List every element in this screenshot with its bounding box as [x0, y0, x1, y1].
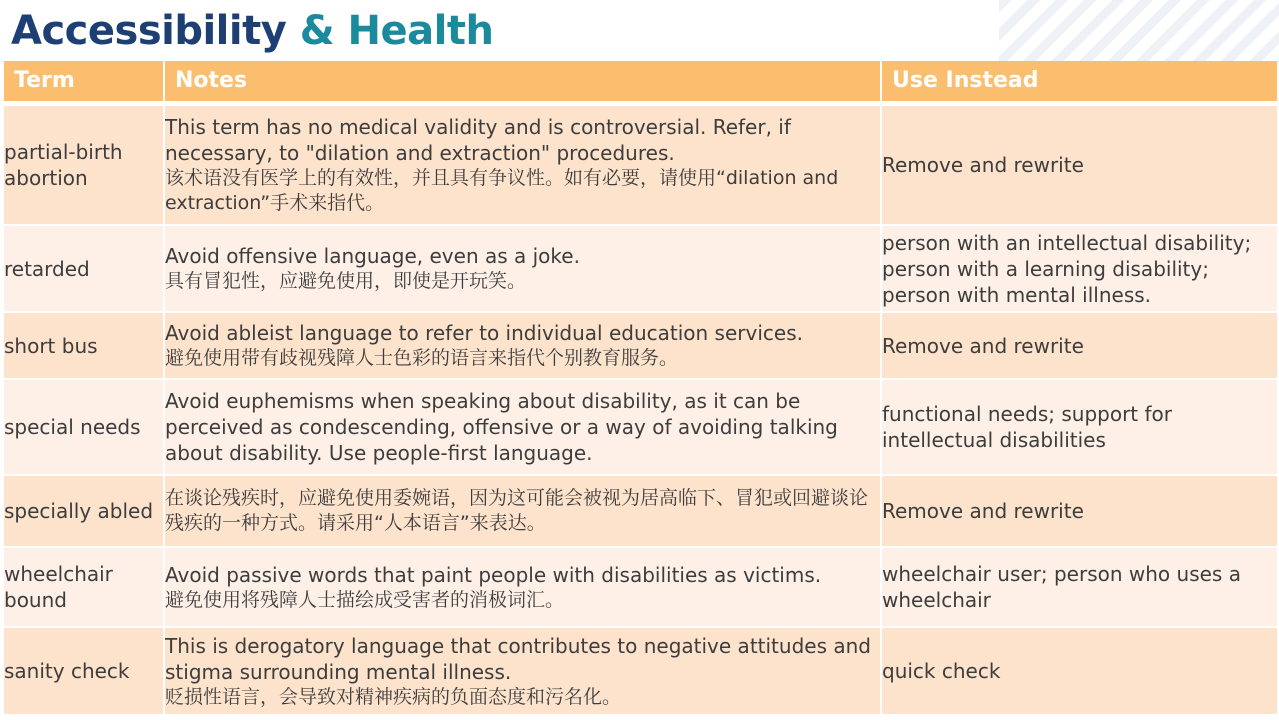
- table-row: [4, 475, 1277, 547]
- term-cell: partial-birth abortion: [4, 103, 164, 225]
- use-instead-cell: Remove and rewrite: [881, 475, 1277, 547]
- table-row: [4, 225, 1277, 312]
- page-title: [11, 6, 493, 56]
- table-row: [4, 379, 1277, 475]
- notes-english: Avoid passive words that paint people with disabilities as victims.: [165, 562, 822, 587]
- notes-english: Avoid euphemisms when speaking about disability, as it can be perceived as condescending, offensive or a way of avoiding talking about disability. Use people-first language.: [165, 389, 838, 465]
- use-instead-cell: quick check: [881, 627, 1277, 715]
- terms-table: [4, 61, 1277, 716]
- notes-cell: [164, 547, 881, 627]
- notes-english: This is derogatory language that contributes to negative attitudes and stigma surrounding mental illness.: [165, 633, 871, 684]
- notes-cell: [164, 312, 881, 379]
- table-row: [4, 312, 1277, 379]
- notes-chinese: 该术语没有医学上的有效性，并且具有争议性。如有必要，请使用“dilation and extraction”手术来指代。: [165, 166, 839, 214]
- header-term: Term: [4, 61, 164, 103]
- decorative-stripes: [999, 0, 1279, 62]
- notes-english: Avoid ableist language to refer to individual education services.: [165, 321, 803, 345]
- notes-cell: [164, 103, 881, 225]
- term-cell: sanity check: [4, 627, 164, 715]
- notes-cell: [164, 225, 881, 312]
- notes-cell: [164, 475, 881, 547]
- title-health: & Health: [299, 8, 494, 54]
- notes-chinese: 贬损性语言，会导致对精神疾病的负面态度和污名化。: [165, 685, 622, 708]
- term-cell: retarded: [4, 225, 164, 312]
- title-accessibility: Accessibility: [11, 8, 287, 54]
- header-notes: Notes: [164, 61, 881, 103]
- use-instead-cell: Remove and rewrite: [881, 103, 1277, 225]
- notes-chinese: 避免使用带有歧视残障人士色彩的语言来指代个别教育服务。: [165, 347, 679, 369]
- table-row: [4, 627, 1277, 715]
- table-row: [4, 103, 1277, 225]
- header-use-instead: Use Instead: [881, 61, 1277, 103]
- notes-cell: [164, 379, 881, 475]
- table-header-row: [4, 61, 1277, 103]
- notes-english: Avoid offensive language, even as a joke.: [165, 244, 580, 268]
- use-instead-cell: Remove and rewrite: [881, 312, 1277, 379]
- notes-chinese: 具有冒犯性，应避免使用，即使是开玩笑。: [165, 270, 527, 292]
- table-row: [4, 547, 1277, 627]
- notes-cell: [164, 627, 881, 715]
- term-cell: short bus: [4, 312, 164, 379]
- term-cell: wheelchair bound: [4, 547, 164, 627]
- notes-english: This term has no medical validity and is controversial. Refer, if necessary, to "dilation and extraction" procedures.: [165, 114, 791, 165]
- notes-chinese: 避免使用将残障人士描绘成受害者的消极词汇。: [165, 588, 565, 611]
- use-instead-cell: wheelchair user; person who uses a wheelchair: [881, 547, 1277, 627]
- use-instead-cell: person with an intellectual disability; person with a learning disability; person with mental illness.: [881, 225, 1277, 312]
- term-cell: specially abled: [4, 475, 164, 547]
- term-cell: special needs: [4, 379, 164, 475]
- notes-chinese: 在谈论残疾时，应避免使用委婉语，因为这可能会被视为居高临下、冒犯或回避谈论残疾的一种方式。请采用“人本语言”来表达。: [165, 487, 869, 534]
- use-instead-cell: functional needs; support for intellectual disabilities: [881, 379, 1277, 475]
